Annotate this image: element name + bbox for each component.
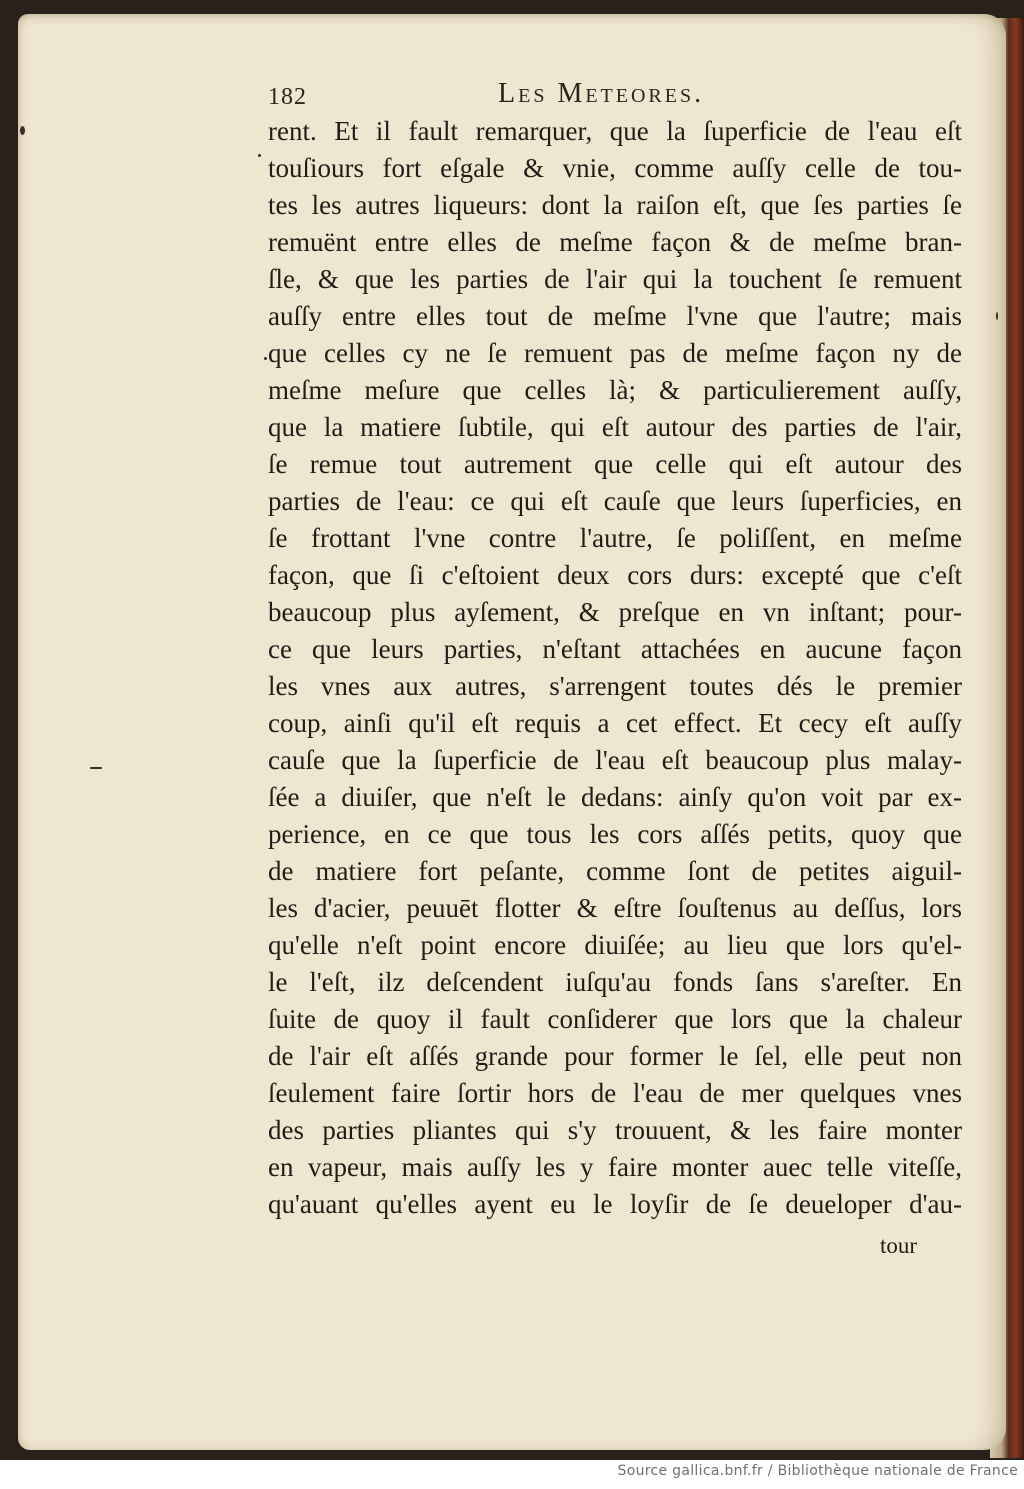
text-line: cauſe que la ſuperficie de l'eau eſt beaucoup plus malay- [268,745,962,775]
ink-speck [258,154,261,157]
text-line: les d'acier, peuuēt flotter & eſtre ſouſtenus au deſſus, lors [268,893,962,923]
body-text [268,113,962,1223]
ink-speck [20,126,25,135]
text-line: touſiours fort eſgale & vnie, comme auſſy celle de tou- [268,153,962,183]
text-line: ce que leurs parties, n'eſtant attachées en aucune façon [268,634,962,664]
ink-speck [996,312,998,320]
text-line: ſuite de quoy il fault conſiderer que lors que la chaleur [268,1004,962,1034]
text-line: ſe remue tout autrement que celle qui eſt autour des [268,449,962,479]
text-line: en vapeur, mais auſſy les y faire monter auec telle viteſſe, [268,1152,962,1182]
ink-speck [264,357,267,360]
text-line: beaucoup plus ayſement, & preſque en vn inſtant; pour- [268,597,962,627]
text-line: qu'elle n'eſt point encore diuiſée; au lieu que lors qu'el- [268,930,962,960]
text-line: parties de l'eau: ce qui eſt cauſe que leurs ſuperficies, en [268,486,962,516]
text-line: ſeulement faire ſortir hors de l'eau de mer quelques vnes [268,1078,962,1108]
text-line: qu'auant qu'elles ayent eu le loyſir de ſe deueloper d'au- [268,1189,962,1219]
page-number: 182 [268,84,307,110]
text-line: que celles cy ne ſe remuent pas de meſme façon ny de [268,338,962,368]
text-line: des parties pliantes qui s'y trouuent, & les faire monter [268,1115,962,1145]
text-line: auſſy entre elles tout de meſme l'vne que l'autre; mais [268,301,962,331]
text-line: façon, que ſi c'eſtoient deux cors durs: excepté que c'eſt [268,560,962,590]
text-line: coup, ainſi qu'il eſt requis a cet effect. Et cecy eſt auſſy [268,708,962,738]
catchword: tour [880,1233,918,1258]
text-line: de l'air eſt aſſés grande pour former le ſel, elle peut non [268,1041,962,1071]
text-line: ſée a diuiſer, que n'eſt le dedans: ainſy qu'on voit par ex- [268,782,962,812]
ink-speck [90,767,102,769]
text-line: les vnes aux autres, s'arrengent toutes dés le premier [268,671,962,701]
text-line: meſme meſure que celles là; & particulierement auſſy, [268,375,962,405]
text-line: que la matiere ſubtile, qui eſt autour des parties de l'air, [268,412,962,442]
text-line: ſle, & que les parties de l'air qui la touchent ſe remuent [268,264,962,294]
text-line: perience, en ce que tous les cors aſſés petits, quoy que [268,819,962,849]
text-line: le l'eſt, ilz deſcendent iuſqu'au fonds ſans s'areſter. En [268,967,962,997]
text-line: ſe frottant l'vne contre l'autre, ſe poliſſent, en meſme [268,523,962,553]
text-line: tes les autres liqueurs: dont la raiſon eſt, que ſes parties ſe [268,190,962,220]
running-title: Les Meteores. [498,78,705,109]
text-line: rent. Et il fault remarquer, que la ſuperficie de l'eau eſt [268,116,962,146]
source-attribution: Source gallica.bnf.fr / Bibliothèque nationale de France [617,1463,1018,1479]
text-line: remuënt entre elles de meſme façon & de meſme bran- [268,227,962,257]
text-line: de matiere fort peſante, comme ſont de petites aiguil- [268,856,962,886]
